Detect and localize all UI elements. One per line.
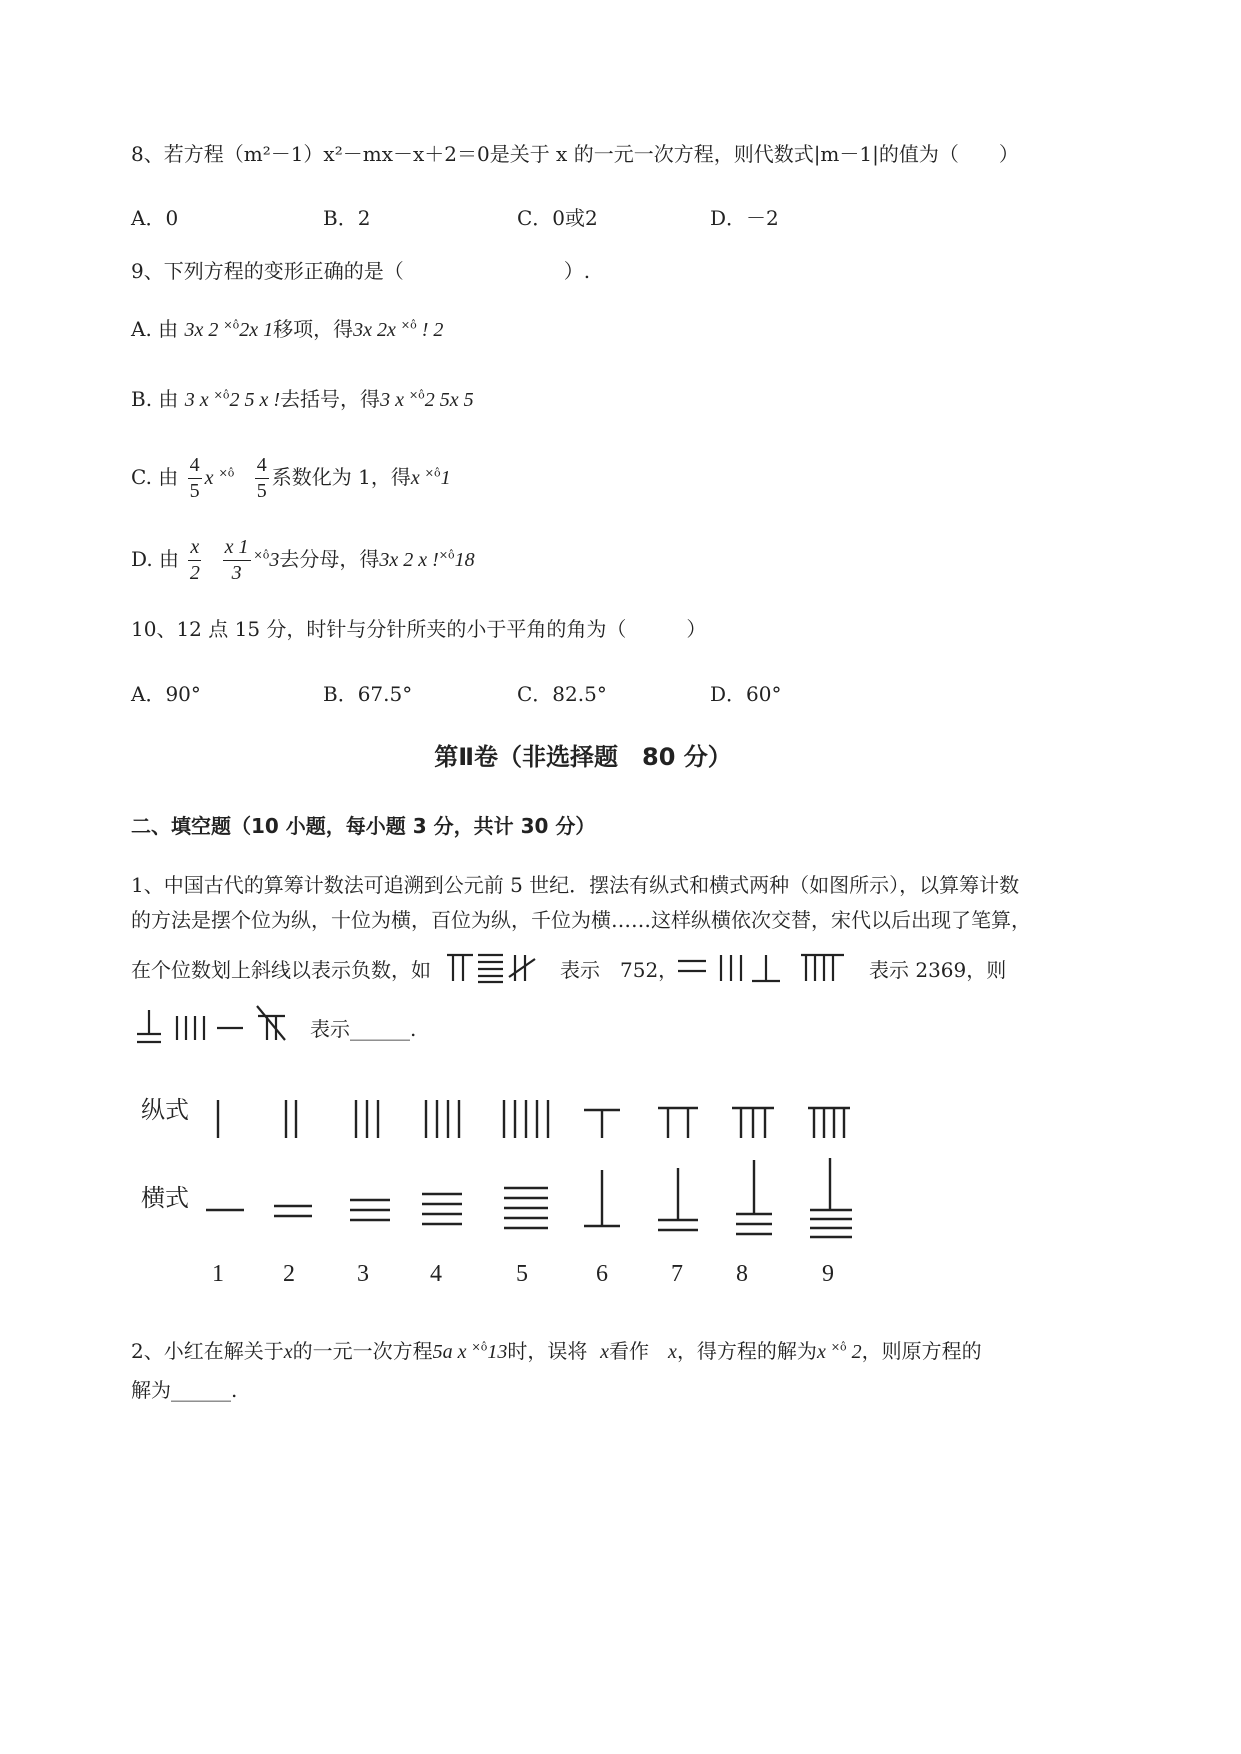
f2-equation: 5a x [432,1341,472,1363]
f2-var-x1: x [283,1341,293,1363]
q9c-val2: 1 [440,467,451,489]
part2-title: 第Ⅱ卷（非选择题 80 分） [434,743,732,771]
q9b-expr1: 3 x [184,389,214,411]
q9d-fraction1: $\frac{x}{2}$ [189,536,200,584]
q10-option-d: D．60° [710,682,782,706]
f2-glyph1: ×ô [471,1340,488,1354]
vertical-8 [732,1108,774,1138]
f1-line1: 1、中国古代的算筹计数法可追溯到公元前 5 世纪．摆法有纵式和横式两种（如图所示），以算筹计数 [131,873,1020,897]
q9d-val1: 3 [269,549,280,571]
q9-stem: 9、下列方程的变形正确的是（ ）. [131,259,591,283]
q9a-expr1: 3x 2 [184,319,224,341]
f1-line2: 的方法是摆个位为纵，十位为横，百位为纵，千位为横……这样纵横依次交替，宋代以后出现了笔算， [131,908,1031,932]
q9b-glyph2: ×ô [408,388,425,402]
f1-line3a: 在个位数划上斜线以表示负数，如 [131,958,431,982]
digit-2: 2 [283,1261,295,1287]
rod-numeral-752 [445,951,545,985]
q9a-mid: 移项，得 [273,317,354,341]
rod-numeral-question [133,1004,293,1048]
q9d-glyph2: ×ô [438,548,455,562]
q9a-expr2: 2x 1 [239,319,274,341]
q9a-expr3: 3x 2x [353,319,401,341]
vertical-9 [808,1108,850,1138]
q10-option-a: A．90° [131,682,201,706]
q10-option-b: B．67.5° [323,682,413,706]
q9-option-b [131,389,474,410]
q9-option-d [131,537,475,584]
horizontal-9 [810,1158,852,1237]
vertical-6 [584,1110,620,1138]
vertical-5 [504,1100,548,1138]
f1-line3b: 表示 752， [560,958,679,982]
q9c-fraction2: $\frac{4}{5}$ [256,454,267,502]
horizontal-6 [584,1170,620,1226]
q8-stem: 8、若方程（m²－1）x²－mx－x＋2＝0是关于 x 的一元一次方程，则代数式|m－1|的值为（ ） [131,142,1019,166]
f2-line1: 2、小红在解关于x的一元一次方程5a x $^{\times ô}$13时，误将 x看作 x，得方程的解为x $^{\times ô}$ 2，则原方程的 [131,1339,982,1363]
q8-option-a: A．0 [131,206,179,230]
q9d-mid: 去分母，得 [279,547,380,571]
f2-glyph2: ×ô [830,1340,847,1354]
q9b-mid: 去括号，得 [280,387,381,411]
q9b-expr3: 3 x [380,389,409,411]
q9a-prefix: A. 由 [131,317,179,341]
f1-line3c: 表示 2369，则 [869,958,1007,982]
q9b-glyph1: ×ô [213,388,230,402]
q8-option-c: C．0或2 [517,206,598,230]
vertical-4 [426,1100,459,1138]
f2-var-x3: x [668,1341,677,1363]
horizontal-7 [658,1168,698,1230]
horizontal-2 [274,1206,312,1216]
vertical-7 [658,1108,698,1138]
q9c-mid: 系数化为 1，得 [271,465,411,489]
q9d-val2: 18 [454,549,475,571]
q8-option-d: D．－2 [710,206,779,230]
vertical-rod-numerals [200,1096,860,1142]
horizontal-rod-numerals [200,1156,860,1246]
digit-3: 3 [357,1261,369,1287]
digit-8: 8 [736,1261,748,1287]
digit-5: 5 [516,1261,528,1287]
q9c-x1: x [204,467,219,489]
horizontal-3 [350,1200,390,1220]
q9d-prefix: D. 由 [131,547,180,571]
q9c-glyph1: ×ô [218,466,235,480]
section2-title: 二、填空题（10 小题，每小题 3 分，共计 30 分） [131,814,596,838]
vertical-3 [356,1100,378,1138]
digit-4: 4 [430,1261,442,1287]
q9c-x2: x [410,467,425,489]
horizontal-8 [736,1160,772,1234]
q9b-expr4: 2 5x 5 [424,389,474,411]
horizontal-5 [504,1188,548,1228]
q9c-fraction1: $\frac{4}{5}$ [189,454,200,502]
q9d-fraction2: $\frac{x 1}{3}$ [224,536,249,584]
q9b-prefix: B. 由 [131,387,179,411]
digit-6: 6 [596,1261,608,1287]
q9-option-c [131,455,451,502]
vertical-form-label: 纵式 [141,1096,189,1124]
digit-7: 7 [671,1261,683,1287]
horizontal-form-label: 横式 [141,1184,189,1212]
digit-1: 1 [212,1261,224,1287]
f1-line4: 表示______. [310,1017,417,1041]
vertical-2 [286,1100,296,1138]
q8-option-b: B．2 [323,206,371,230]
q10-option-c: C．82.5° [517,682,607,706]
rod-numeral-2369 [676,951,851,985]
f2-line2: 解为______. [131,1378,238,1402]
q9d-expr2: 3x 2 x ! [379,549,439,571]
q10-stem: 10、12 点 15 分，时针与分针所夹的小于平角的角为（ ） [131,617,707,641]
horizontal-4 [422,1194,462,1224]
q9a-glyph1: ×ô [223,318,240,332]
q9b-expr2: 2 5 x ! [229,389,281,411]
q9d-glyph1: ×ô [253,548,270,562]
f2-var-x2: x [600,1341,609,1363]
q9a-expr4: ! 2 [416,319,444,341]
q9-option-a [131,319,443,340]
f2-var-x4: x [816,1341,831,1363]
q9a-glyph2: ×ô [400,318,417,332]
q9c-glyph2: ×ô [424,466,441,480]
q9c-prefix: C. 由 [131,465,179,489]
digit-9: 9 [822,1261,834,1287]
